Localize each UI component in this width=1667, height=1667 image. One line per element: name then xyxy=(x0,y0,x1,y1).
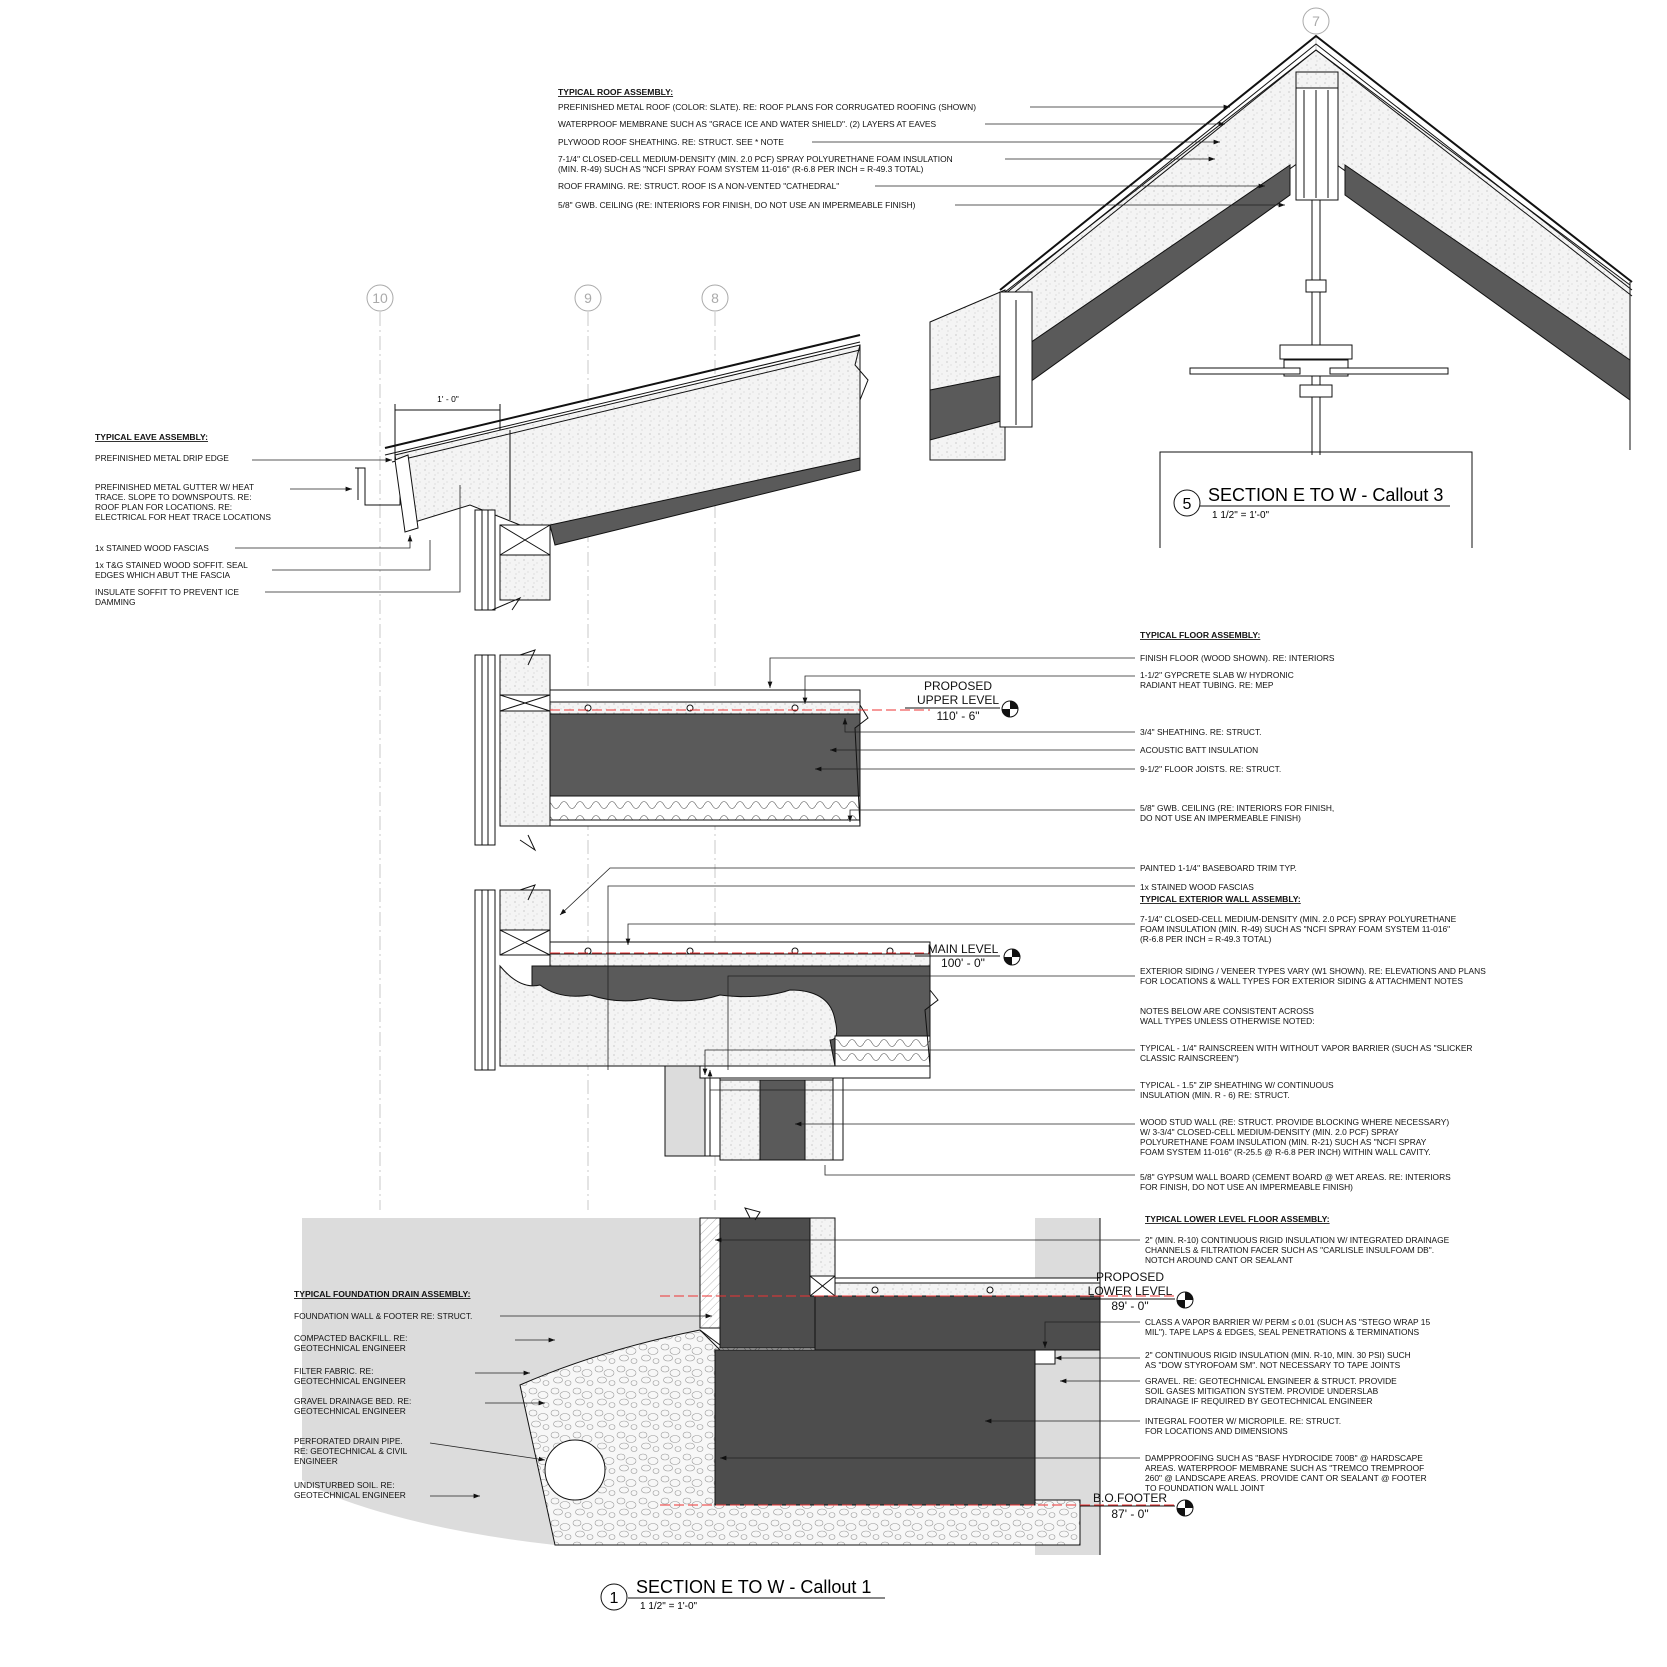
svg-text:PREFINISHED METAL ROOF (COLOR:: PREFINISHED METAL ROOF (COLOR: SLATE). RE: ROOF PLANS FOR CORRUGATED ROOFING (SHOWN) xyxy=(558,102,976,112)
svg-text:EXTERIOR SIDING / VENEER TYPES: EXTERIOR SIDING / VENEER TYPES VARY (W1 SHOWN). RE: ELEVATIONS AND PLANS xyxy=(1140,966,1486,976)
grid-bubble-7 xyxy=(1303,8,1329,34)
main-level-detail xyxy=(475,885,938,1160)
grid-bubble-8 xyxy=(702,285,728,311)
svg-text:FOR LOCATIONS AND DIMENSIONS: FOR LOCATIONS AND DIMENSIONS xyxy=(1145,1426,1288,1436)
svg-text:COMPACTED BACKFILL. RE:: COMPACTED BACKFILL. RE: xyxy=(294,1333,408,1343)
svg-text:UPPER LEVEL: UPPER LEVEL xyxy=(916,693,1000,707)
svg-text:7-1/4" CLOSED-CELL MEDIUM-DENS: 7-1/4" CLOSED-CELL MEDIUM-DENSITY (MIN. 2.0 PCF) SPRAY POLYURETHANE xyxy=(1140,914,1457,924)
svg-text:EDGES WHICH ABUT THE FASCIA: EDGES WHICH ABUT THE FASCIA xyxy=(95,570,231,580)
svg-text:FOAM INSULATION (MIN. R-49) SU: FOAM INSULATION (MIN. R-49) SUCH AS "NCFI SPRAY FOAM SYSTEM 11-016" xyxy=(1140,924,1451,934)
callout-3-title xyxy=(1174,485,1450,521)
svg-text:FOR FINISH, DO NOT USE AN IMPE: FOR FINISH, DO NOT USE AN IMPERMEABLE FINISH) xyxy=(1140,1182,1353,1192)
svg-text:GEOTECHNICAL ENGINEER: GEOTECHNICAL ENGINEER xyxy=(294,1406,406,1416)
svg-text:10: 10 xyxy=(372,290,388,306)
svg-text:FOR LOCATIONS & WALL TYPES FOR: FOR LOCATIONS & WALL TYPES FOR EXTERIOR SIDING & ATTACHMENT NOTES xyxy=(1140,976,1463,986)
svg-text:LOWER LEVEL: LOWER LEVEL xyxy=(1087,1284,1173,1298)
wall-assembly-notes xyxy=(1140,863,1486,1192)
svg-text:MAIN LEVEL: MAIN LEVEL xyxy=(927,942,999,956)
grid-bubble-10 xyxy=(367,285,393,311)
svg-text:INTEGRAL FOOTER W/ MICROPILE.: INTEGRAL FOOTER W/ MICROPILE. RE: STRUCT. xyxy=(1145,1416,1342,1426)
svg-text:TYPICAL FOUNDATION DRAIN ASSEM: TYPICAL FOUNDATION DRAIN ASSEMBLY: xyxy=(294,1289,471,1299)
eave-detail xyxy=(355,335,868,610)
svg-text:CLASSIC RAINSCREEN"): CLASSIC RAINSCREEN") xyxy=(1140,1053,1239,1063)
svg-text:TYPICAL EAVE ASSEMBLY:: TYPICAL EAVE ASSEMBLY: xyxy=(95,432,209,442)
svg-text:AREAS. WATERPROOF MEMBRANE SUC: AREAS. WATERPROOF MEMBRANE SUCH AS "TREMCO TREMPROOF xyxy=(1145,1463,1425,1473)
svg-text:ENGINEER: ENGINEER xyxy=(294,1456,338,1466)
svg-text:TRACE. SLOPE TO DOWNSPOUTS. RE: TRACE. SLOPE TO DOWNSPOUTS. RE: xyxy=(95,492,252,502)
svg-text:89' - 0": 89' - 0" xyxy=(1111,1299,1149,1313)
svg-text:TYPICAL LOWER LEVEL FLOOR ASSE: TYPICAL LOWER LEVEL FLOOR ASSEMBLY: xyxy=(1145,1214,1330,1224)
svg-text:FOUNDATION WALL & FOOTER RE: S: FOUNDATION WALL & FOOTER RE: STRUCT. xyxy=(294,1311,473,1321)
svg-text:GEOTECHNICAL ENGINEER: GEOTECHNICAL ENGINEER xyxy=(294,1376,406,1386)
svg-text:87' - 0": 87' - 0" xyxy=(1111,1507,1149,1521)
main-level-marker xyxy=(915,942,1020,970)
svg-text:(R-6.8 PER INCH = R-49.3 TOTAL: (R-6.8 PER INCH = R-49.3 TOTAL) xyxy=(1140,934,1272,944)
svg-text:W/ 3-3/4" CLOSED-CELL MEDIUM-D: W/ 3-3/4" CLOSED-CELL MEDIUM-DENSITY (MIN. 2.0 PCF) SPRAY xyxy=(1140,1127,1399,1137)
svg-text:PAINTED 1-1/4" BASEBOARD TRIM: PAINTED 1-1/4" BASEBOARD TRIM TYP. xyxy=(1140,863,1297,873)
svg-text:POLYURETHANE FOAM INSULATION (: POLYURETHANE FOAM INSULATION (MIN. R-21) SUCH AS "NCFI SPRAY xyxy=(1140,1137,1427,1147)
svg-text:FILTER FABRIC. RE:: FILTER FABRIC. RE: xyxy=(294,1366,374,1376)
lower-floor-assembly-notes xyxy=(1145,1214,1450,1493)
svg-text:9-1/2" FLOOR JOISTS. RE: STRUC: 9-1/2" FLOOR JOISTS. RE: STRUCT. xyxy=(1140,764,1282,774)
svg-text:GRAVEL DRAINAGE BED. RE:: GRAVEL DRAINAGE BED. RE: xyxy=(294,1396,412,1406)
svg-text:3/4" SHEATHING. RE: STRUCT.: 3/4" SHEATHING. RE: STRUCT. xyxy=(1140,727,1262,737)
svg-text:1x STAINED WOOD FASCIAS: 1x STAINED WOOD FASCIAS xyxy=(1140,882,1254,892)
svg-text:5: 5 xyxy=(1182,496,1192,513)
svg-text:ACOUSTIC BATT INSULATION: ACOUSTIC BATT INSULATION xyxy=(1140,745,1259,755)
svg-text:TO FOUNDATION WALL JOINT: TO FOUNDATION WALL JOINT xyxy=(1145,1483,1265,1493)
svg-text:SECTION E TO W - Callout 1: SECTION E TO W - Callout 1 xyxy=(636,1577,872,1597)
svg-text:TYPICAL ROOF ASSEMBLY:: TYPICAL ROOF ASSEMBLY: xyxy=(558,87,674,97)
svg-text:FOAM SYSTEM 11-016" (R-25.5 @: FOAM SYSTEM 11-016" (R-25.5 @ R-6.8 PER INCH) WITHIN WALL CAVITY. xyxy=(1140,1147,1431,1157)
svg-text:DAMMING: DAMMING xyxy=(95,597,136,607)
svg-text:DO NOT USE AN IMPERMEABLE FINI: DO NOT USE AN IMPERMEABLE FINISH) xyxy=(1140,813,1301,823)
svg-text:DRAINAGE IF REQUIRED BY GEOTEC: DRAINAGE IF REQUIRED BY GEOTECHNICAL ENGINEER xyxy=(1145,1396,1373,1406)
svg-text:5/8" GYPSUM WALL BOARD (CEMENT: 5/8" GYPSUM WALL BOARD (CEMENT BOARD @ WET AREAS. RE: INTERIORS xyxy=(1140,1172,1451,1182)
svg-text:1-1/2" GYPCRETE SLAB W/ HYDRON: 1-1/2" GYPCRETE SLAB W/ HYDRONIC xyxy=(1140,670,1294,680)
svg-text:GEOTECHNICAL ENGINEER: GEOTECHNICAL ENGINEER xyxy=(294,1343,406,1353)
svg-text:7: 7 xyxy=(1312,13,1320,29)
svg-text:RE: GEOTECHNICAL & CIVIL: RE: GEOTECHNICAL & CIVIL xyxy=(294,1446,408,1456)
svg-text:PLYWOOD ROOF SHEATHING. RE: ST: PLYWOOD ROOF SHEATHING. RE: STRUCT. SEE * NOTE xyxy=(558,137,784,147)
roof-assembly-notes xyxy=(558,87,976,210)
svg-text:SOIL GASES MITIGATION SYSTEM.: SOIL GASES MITIGATION SYSTEM. PROVIDE UNDERSLAB xyxy=(1145,1386,1379,1396)
svg-text:100' - 0": 100' - 0" xyxy=(941,956,985,970)
svg-text:NOTCH AROUND CANT OR SEALANT: NOTCH AROUND CANT OR SEALANT xyxy=(1145,1255,1294,1265)
svg-text:5/8" GWB. CEILING (RE: INTERIO: 5/8" GWB. CEILING (RE: INTERIORS FOR FINISH, DO NOT USE AN IMPERMEABLE FINISH) xyxy=(558,200,916,210)
svg-text:TYPICAL EXTERIOR WALL ASSEMBLY: TYPICAL EXTERIOR WALL ASSEMBLY: xyxy=(1140,894,1301,904)
callout-1-title xyxy=(601,1577,885,1612)
svg-text:PERFORATED DRAIN PIPE.: PERFORATED DRAIN PIPE. xyxy=(294,1436,403,1446)
svg-text:RADIANT HEAT TUBING. RE: MEP: RADIANT HEAT TUBING. RE: MEP xyxy=(1140,680,1274,690)
svg-text:SECTION E TO W - Callout 3: SECTION E TO W - Callout 3 xyxy=(1208,485,1444,505)
svg-text:UNDISTURBED SOIL. RE:: UNDISTURBED SOIL. RE: xyxy=(294,1480,395,1490)
svg-text:PREFINISHED METAL DRIP EDGE: PREFINISHED METAL DRIP EDGE xyxy=(95,453,229,463)
svg-text:ROOF PLAN FOR LOCATIONS. RE:: ROOF PLAN FOR LOCATIONS. RE: xyxy=(95,502,233,512)
floor-assembly-notes xyxy=(1140,630,1335,823)
svg-text:5/8" GWB. CEILING (RE: INTERIO: 5/8" GWB. CEILING (RE: INTERIORS FOR FINISH, xyxy=(1140,803,1335,813)
svg-text:FINISH FLOOR (WOOD SHOWN). RE:: FINISH FLOOR (WOOD SHOWN). RE: INTERIORS xyxy=(1140,653,1335,663)
upper-level-marker xyxy=(905,679,1018,723)
svg-text:TYPICAL FLOOR ASSEMBLY:: TYPICAL FLOOR ASSEMBLY: xyxy=(1140,630,1261,640)
svg-text:WOOD STUD WALL (RE: STRUCT. PR: WOOD STUD WALL (RE: STRUCT. PROVIDE BLOCKING WHERE NECESSARY) xyxy=(1140,1117,1450,1127)
svg-text:1x STAINED WOOD FASCIAS: 1x STAINED WOOD FASCIAS xyxy=(95,543,209,553)
svg-text:260" @ LANDSCAPE AREAS. PROVID: 260" @ LANDSCAPE AREAS. PROVIDE CANT OR SEALANT @ FOOTER xyxy=(1145,1473,1427,1483)
svg-text:8: 8 xyxy=(711,290,719,306)
svg-text:2" (MIN. R-10) CONTINUOUS RIGI: 2" (MIN. R-10) CONTINUOUS RIGID INSULATION W/ INTEGRATED DRAINAGE xyxy=(1145,1235,1450,1245)
svg-text:TYPICAL - 1.5" ZIP SHEATHING W: TYPICAL - 1.5" ZIP SHEATHING W/ CONTINUOUS xyxy=(1140,1080,1334,1090)
svg-text:CLASS A VAPOR BARRIER W/ PERM: CLASS A VAPOR BARRIER W/ PERM ≤ 0.01 (SUCH AS "STEGO WRAP 15 xyxy=(1145,1317,1431,1327)
svg-text:INSULATION (MIN. R - 6) RE: ST: INSULATION (MIN. R - 6) RE: STRUCT. xyxy=(1140,1090,1290,1100)
svg-text:INSULATE SOFFIT TO PREVENT ICE: INSULATE SOFFIT TO PREVENT ICE xyxy=(95,587,239,597)
svg-text:TYPICAL - 1/4" RAINSCREEN WITH: TYPICAL - 1/4" RAINSCREEN WITH WITHOUT VAPOR BARRIER (SUCH AS "SLICKER xyxy=(1140,1043,1473,1053)
svg-text:GEOTECHNICAL ENGINEER: GEOTECHNICAL ENGINEER xyxy=(294,1490,406,1500)
svg-text:1: 1 xyxy=(609,1590,619,1607)
svg-text:PROPOSED: PROPOSED xyxy=(1095,1270,1165,1284)
svg-text:PREFINISHED METAL GUTTER W/ HE: PREFINISHED METAL GUTTER W/ HEAT xyxy=(95,482,254,492)
svg-text:1 1/2" = 1'-0": 1 1/2" = 1'-0" xyxy=(640,1601,698,1612)
svg-text:(MIN. R-49) SUCH AS "NCFI SPRA: (MIN. R-49) SUCH AS "NCFI SPRAY FOAM SYSTEM 11-016" (R-6.8 PER INCH = R-49.3 TOTAL) xyxy=(558,164,924,174)
svg-text:WALL TYPES UNLESS OTHERWISE NO: WALL TYPES UNLESS OTHERWISE NOTED: xyxy=(1140,1016,1315,1026)
svg-text:110' - 6": 110' - 6" xyxy=(936,709,980,723)
svg-text:ELECTRICAL FOR HEAT TRACE LOCA: ELECTRICAL FOR HEAT TRACE LOCATIONS xyxy=(95,512,271,522)
grid-bubble-9 xyxy=(575,285,601,311)
roof-ridge-detail xyxy=(930,36,1632,548)
svg-text:1x T&G STAINED WOOD SOFFIT. SE: 1x T&G STAINED WOOD SOFFIT. SEAL xyxy=(95,560,248,570)
svg-text:1 1/2" = 1'-0": 1 1/2" = 1'-0" xyxy=(1212,510,1270,521)
svg-text:AS "DOW STYROFOAM SM". NOT NEC: AS "DOW STYROFOAM SM". NOT NECESSARY TO TAPE JOINTS xyxy=(1145,1360,1401,1370)
svg-text:WATERPROOF MEMBRANE SUCH AS "G: WATERPROOF MEMBRANE SUCH AS "GRACE ICE AND WATER SHIELD". (2) LAYERS AT EAVES xyxy=(558,119,937,129)
svg-text:9: 9 xyxy=(584,290,592,306)
svg-text:2" CONTINUOUS RIGID INSULATION: 2" CONTINUOUS RIGID INSULATION (MIN. R-10, MIN. 30 PSI) SUCH xyxy=(1145,1350,1411,1360)
svg-text:ROOF FRAMING. RE: STRUCT. ROOF: ROOF FRAMING. RE: STRUCT. ROOF IS A NON-VENTED "CATHEDRAL" xyxy=(558,181,840,191)
svg-text:PROPOSED: PROPOSED xyxy=(923,679,993,693)
svg-text:GRAVEL. RE: GEOTECHNICAL ENGIN: GRAVEL. RE: GEOTECHNICAL ENGINEER & STRUCT. PROVIDE xyxy=(1145,1376,1397,1386)
svg-text:CHANNELS & FILTRATION FACER SU: CHANNELS & FILTRATION FACER SUCH AS "CARLISLE INSULFOAM DB". xyxy=(1145,1245,1435,1255)
svg-text:MIL"). TAPE LAPS & EDGES, SEAL: MIL"). TAPE LAPS & EDGES, SEAL PENETRATIONS & TERMINATIONS xyxy=(1145,1327,1420,1337)
eave-assembly-notes xyxy=(95,432,271,607)
svg-text:B.O.FOOTER: B.O.FOOTER xyxy=(1092,1491,1168,1505)
svg-text:7-1/4" CLOSED-CELL MEDIUM-DENS: 7-1/4" CLOSED-CELL MEDIUM-DENSITY (MIN. 2.0 PCF) SPRAY POLYURETHANE FOAM INSULATION xyxy=(558,154,953,164)
svg-text:1' - 0": 1' - 0" xyxy=(437,394,459,404)
svg-text:DAMPPROOFING SUCH AS "BASF HYD: DAMPPROOFING SUCH AS "BASF HYDROCIDE 700B" @ HARDSCAPE xyxy=(1145,1453,1423,1463)
foundation-detail xyxy=(302,1208,1180,1555)
svg-text:NOTES BELOW ARE CONSISTENT ACR: NOTES BELOW ARE CONSISTENT ACROSS xyxy=(1140,1006,1314,1016)
